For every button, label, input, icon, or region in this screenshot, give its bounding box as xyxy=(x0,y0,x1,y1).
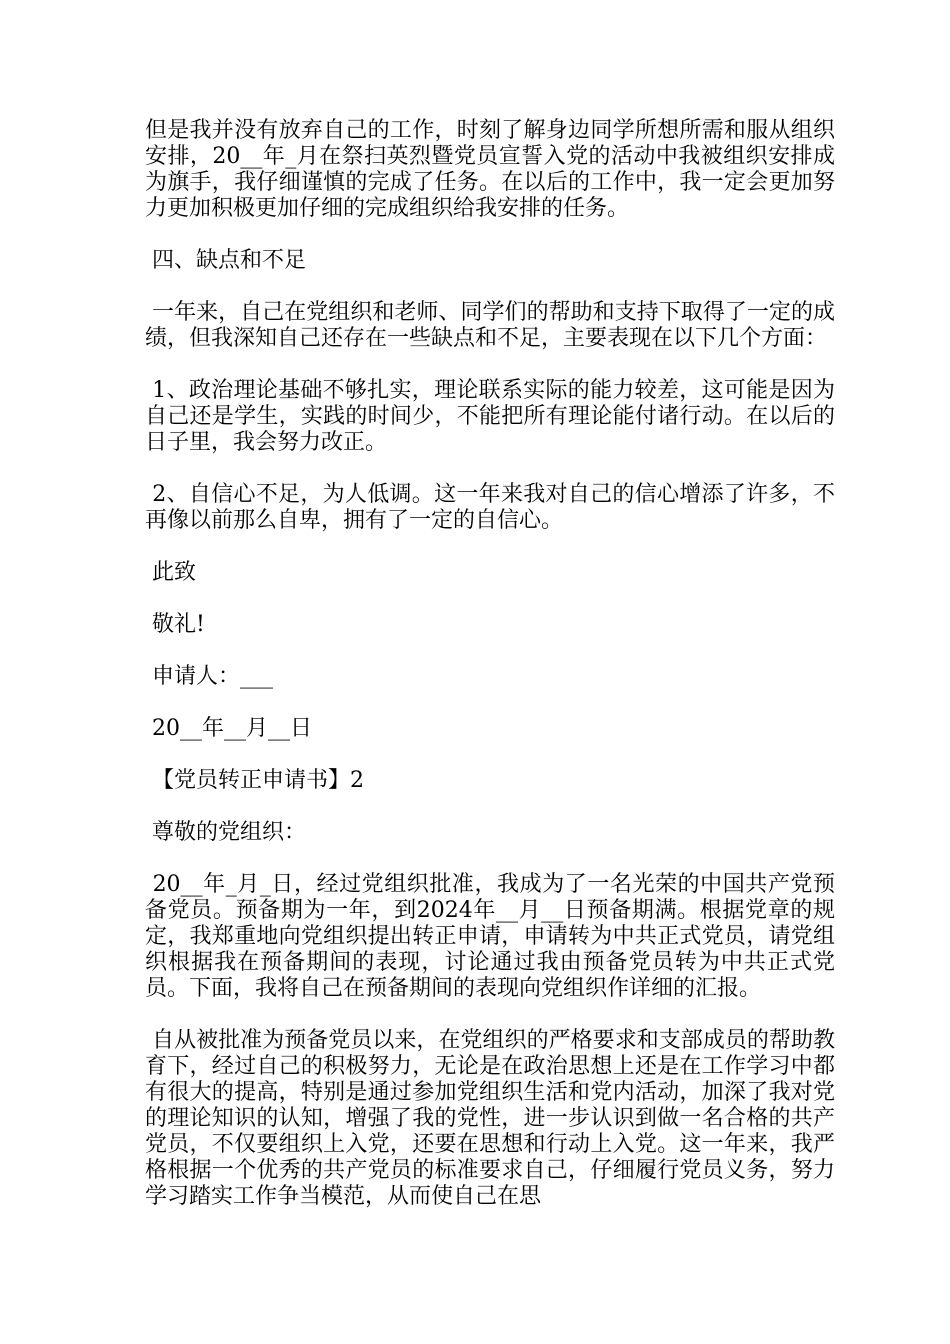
paragraph-shortcoming-1: 1、政治理论基础不够扎实，理论联系实际的能力较差，这可能是因为自己还是学生，实践的时间少，不能把所有理论能付诸行动。在以后的日子里，我会努力改正。 xyxy=(145,378,836,455)
section-title-application-2: 【党员转正申请书】2 xyxy=(145,768,364,793)
section-heading-shortcomings: 四、缺点和不足 xyxy=(145,248,307,273)
paragraph-application-body: 自从被批准为预备党员以来，在党组织的严格要求和支部成员的帮助教育下，经过自己的积极努力，无论是在政治思想上还是在工作学习中都有很大的提高，特别是通过参加党组织生活和党内活动，加深了我对党的理论知识的认知，增强了我的党性，进一步认识到做一名合格的共产党员，不仅要组织上入党，还要在思想和行动上入党。这一年来，我严格根据一个优秀的共产党员的标准要求自己，仔细履行党员义务，努力学习踏实工作争当模范，从而使自己在思 xyxy=(145,1028,835,1209)
paragraph-shortcomings-intro: 一年来，自己在党组织和老师、同学们的帮助和支持下取得了一定的成绩，但我深知自己还存在一些缺点和不足，主要表现在以下几个方面： xyxy=(145,300,835,351)
closing-salutation: 此致 xyxy=(145,560,197,585)
document-page xyxy=(145,118,835,1210)
paragraph-shortcoming-2: 2、自信心不足，为人低调。这一年来我对自己的信心增添了许多，不再像以前那么自卑，拥有了一定的自信心。 xyxy=(145,482,836,533)
closing-respect: 敬礼! xyxy=(145,612,205,637)
greeting-line: 尊敬的党组织： xyxy=(145,820,307,845)
applicant-signature-line: 申请人：___ xyxy=(145,664,274,689)
paragraph-application-intro: 20__年_月_日，经过党组织批准，我成为了一名光荣的中国共产党预备党员。预备期为一年，到2024年__月__日预备期满。根据党章的规定，我郑重地向党组织提出转正申请，申请转为中共正式党员，请党组织根据我在预备期间的表现，讨论通过我由预备党员转为中共正式党员。下面，我将自己在预备期间的表现向党组织作详细的汇报。 xyxy=(145,872,835,1001)
date-line: 20__年__月__日 xyxy=(145,716,312,741)
paragraph-work-summary: 但是我并没有放弃自己的工作，时刻了解身边同学所想所需和服从组织安排，20__年_月在祭扫英烈暨党员宣誓入党的活动中我被组织安排成为旗手，我仔细谨慎的完成了任务。在以后的工作中，我一定会更加努力更加积极更加仔细的完成组织给我安排的任务。 xyxy=(145,118,835,221)
